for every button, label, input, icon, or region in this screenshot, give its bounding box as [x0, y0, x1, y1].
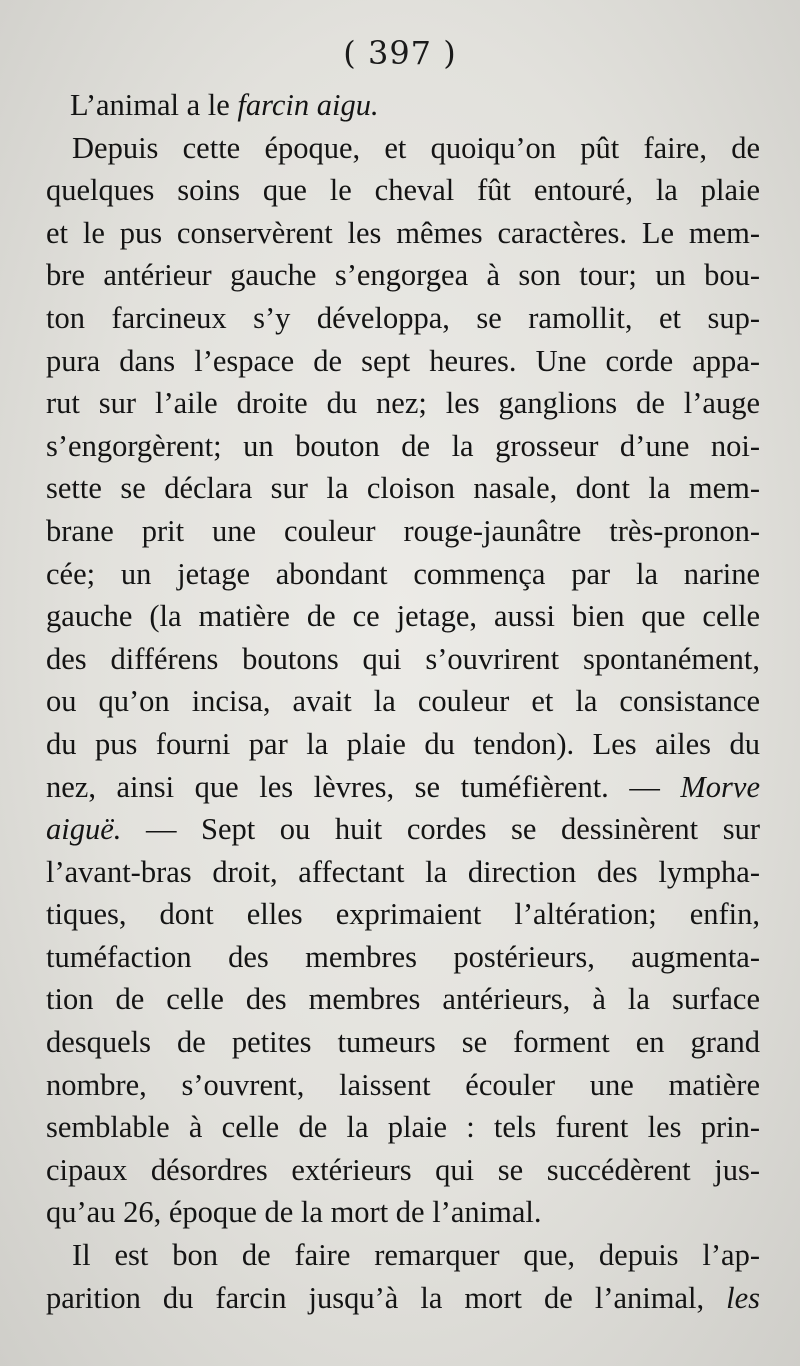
text-line — [46, 212, 760, 255]
line-text: tiques, dont elles exprimaient l’altération; enfin, — [46, 897, 760, 932]
line-text: du pus fourni par la plaie du tendon). Les ailes du — [46, 726, 760, 761]
text-line — [46, 1106, 760, 1149]
text-line — [46, 1021, 760, 1064]
italic-text: Morve — [680, 769, 760, 804]
line-text: tion de celle des membres antérieurs, à la surface — [46, 982, 760, 1017]
line-text: s’engorgèrent; un bouton de la grosseur d’une noi- — [46, 428, 760, 463]
text-line — [46, 127, 760, 170]
line-text: qu’au 26, époque de la mort de l’animal. — [46, 1195, 542, 1230]
paragraph — [46, 127, 760, 1234]
line-text: nombre, s’ouvrent, laissent écouler une matière — [46, 1067, 760, 1102]
line-text: tuméfaction des membres postérieurs, augmenta- — [46, 939, 760, 974]
line-text: ton farcineux s’y développa, se ramollit, et sup- — [46, 300, 760, 335]
text-line — [46, 1191, 760, 1234]
line-text: cée; un jetage abondant commença par la narine — [46, 556, 760, 591]
text-line — [46, 680, 760, 723]
line-text: cipaux désordres extérieurs qui se succédèrent jus- — [46, 1152, 760, 1187]
text-line — [46, 936, 760, 979]
paragraph — [46, 1234, 760, 1319]
text-line — [46, 851, 760, 894]
text-line — [46, 723, 760, 766]
line-text: parition du farcin jusqu’à la mort de l’animal, — [46, 1280, 727, 1315]
text-line — [46, 254, 760, 297]
text-line — [46, 297, 760, 340]
italic-text: aiguë. — [46, 812, 122, 847]
line-text: sette se déclara sur la cloison nasale, dont la mem- — [46, 471, 760, 506]
text-line — [46, 978, 760, 1021]
text-line — [46, 553, 760, 596]
line-text: bre antérieur gauche s’engorgea à son tour; un bou- — [46, 258, 760, 293]
line-text: nez, ainsi que les lèvres, se tuméfièrent. — — [46, 769, 681, 804]
line-text: et le pus conservèrent les mêmes caractères. Le mem- — [46, 215, 760, 250]
line-text: l’avant-bras droit, affectant la direction des lympha- — [46, 854, 760, 889]
text-line — [46, 510, 760, 553]
text-line — [46, 808, 760, 851]
italic-text: les — [726, 1280, 760, 1315]
text-line — [46, 766, 760, 809]
text-line — [46, 1064, 760, 1107]
text-line — [46, 467, 760, 510]
line-text: — Sept ou huit cordes se dessinèrent sur — [121, 812, 760, 847]
line-text: gauche (la matière de ce jetage, aussi bien que celle — [46, 599, 760, 634]
text-line — [46, 382, 760, 425]
page-number: ( 397 ) — [343, 34, 457, 72]
text-line — [46, 340, 760, 383]
line-text: quelques soins que le cheval fût entouré, la plaie — [46, 173, 760, 208]
line-text: desquels de petites tumeurs se forment en grand — [46, 1025, 760, 1060]
text-line — [46, 1277, 760, 1320]
text-line — [46, 425, 760, 468]
line-text: Depuis cette époque, et quoiqu’on pût faire, de — [72, 130, 760, 165]
line-text: Il est bon de faire remarquer que, depuis l’ap- — [72, 1238, 760, 1273]
text-line — [46, 893, 760, 936]
line-text: pura dans l’espace de sept heures. Une corde appa- — [46, 343, 760, 378]
line-text: L’animal a le — [70, 88, 238, 122]
line-text: semblable à celle de la plaie : tels furent les prin- — [46, 1110, 760, 1145]
text-line — [46, 1149, 760, 1192]
text-line — [46, 84, 760, 127]
paragraph — [46, 84, 760, 127]
text-line — [46, 1234, 760, 1277]
italic-text: farcin aigu. — [237, 88, 379, 122]
line-text: des différens boutons qui s’ouvrirent spontanément, — [46, 641, 760, 676]
text-line — [46, 638, 760, 681]
text-line — [46, 169, 760, 212]
line-text: ou qu’on incisa, avait la couleur et la consistance — [46, 684, 760, 719]
line-text: rut sur l’aile droite du nez; les ganglions de l’auge — [46, 386, 760, 421]
text-line — [46, 595, 760, 638]
body-text — [46, 84, 760, 1319]
line-text: brane prit une couleur rouge-jaunâtre très-pronon- — [46, 513, 760, 548]
